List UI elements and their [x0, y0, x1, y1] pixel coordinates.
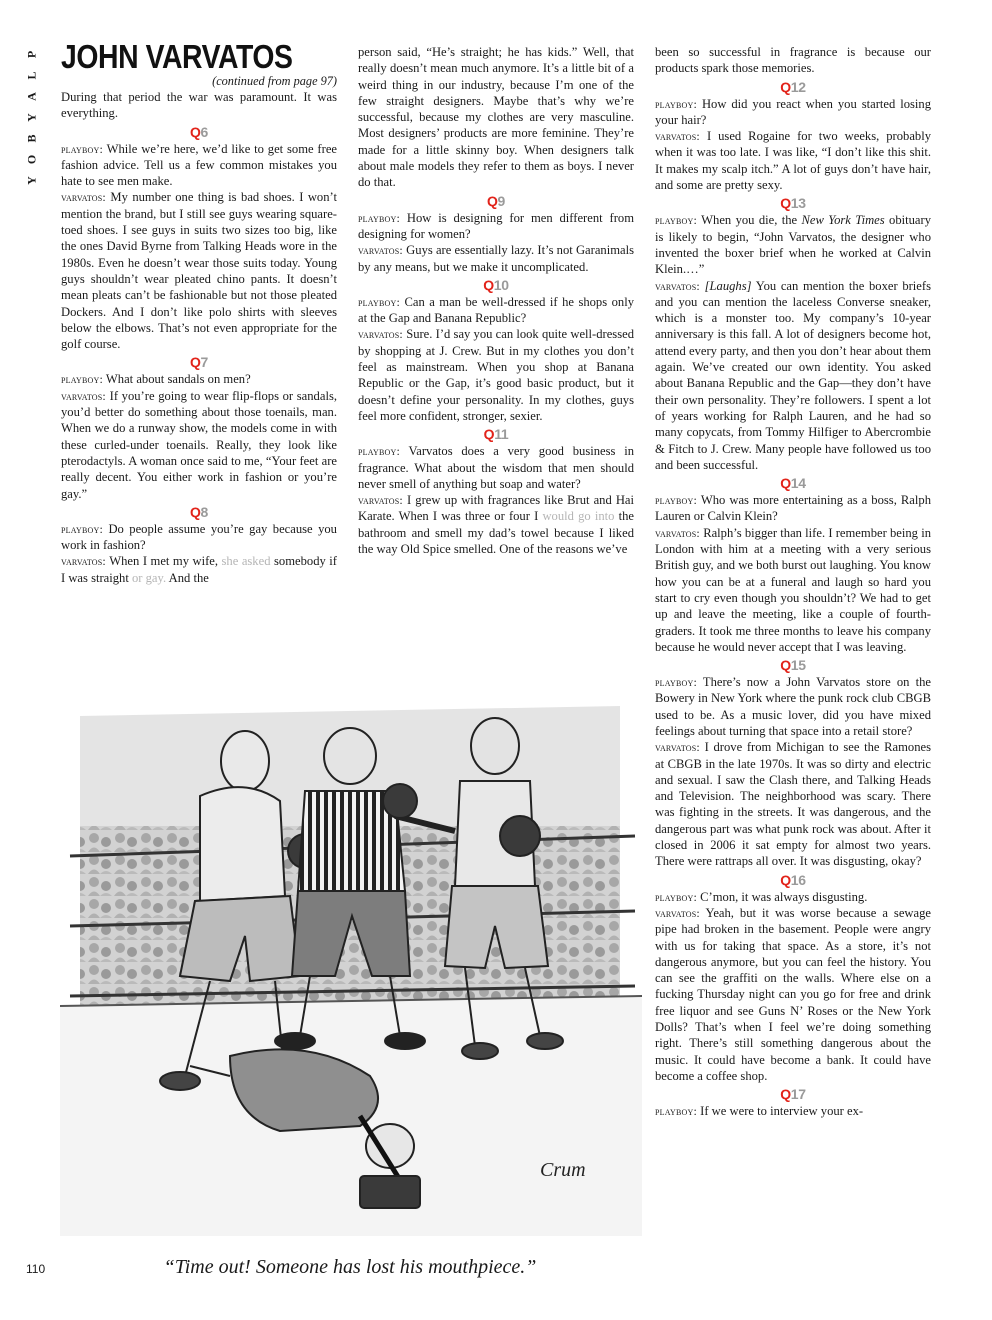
question-marker-12: Q12: [780, 78, 806, 95]
question-marker-13: Q13: [780, 195, 806, 212]
question-16: playboy: C’mon, it was always disgusting.: [655, 889, 868, 904]
question-12: playboy: How did you react when you started losing your hair?: [655, 96, 932, 127]
intro-paragraph: During that period the war was paramount. It was everything.: [61, 90, 337, 121]
article-title: JOHN VARVATOS: [61, 38, 293, 75]
question-marker-11: Q11: [483, 426, 509, 443]
answer-8: varvatos: When I met my wife, she asked somebody if I was straight or gay. And the: [61, 554, 337, 585]
answer-10: varvatos: Sure. I’d say you can look quite well-dressed by shopping at J. Crew. But in my clothes you don’t feel as mainstream. When you shop at Banana Republic or the Gap, it’s good basic product, but it doesn’t define your personality. In my clothes, guys feel more confident, stronger, sexier.: [358, 327, 634, 423]
question-marker-9: Q9: [486, 192, 506, 209]
boxing-cartoon-illustration: [60, 676, 642, 1236]
question-9: playboy: How is designing for men different from designing for women?: [358, 210, 634, 241]
question-marker-7: Q7: [189, 354, 209, 371]
masthead-letter: Y: [24, 176, 39, 185]
masthead-letter: Y: [24, 113, 39, 122]
masthead-letter: L: [24, 71, 39, 80]
question-marker-15: Q15: [780, 657, 806, 674]
question-15: playboy: There’s now a John Varvatos store on the Bowery in New York where the punk rock club CBGB used to be. As a music lover, did you have mixed feelings about turning that space into a retail store?: [655, 675, 932, 738]
masthead-letter: A: [24, 92, 39, 101]
question-8: playboy: Do people assume you’re gay because you work in fashion?: [61, 521, 337, 553]
question-marker-16: Q16: [780, 871, 806, 888]
question-6: playboy: While we’re here, we’d like to get some free fashion advice. Tell us a few common mistakes you hate to see men make.: [61, 141, 337, 189]
question-marker-17: Q17: [780, 1086, 806, 1103]
column-1: [61, 40, 337, 586]
column-3: [655, 44, 931, 1120]
answer-7: varvatos: If you’re going to wear flip-flops or sandals, you’d better do something about those toenails, man. When we do a runway show, the models come in with these curled-under toenails. Really, they look like pterodactyls. A woman once said to me, “Your feet are really decent. You either work in fashion or you’re gay.”: [61, 388, 337, 501]
answer-16: varvatos: Yeah, but it was worse because a sewage pipe had broken in the basement. People were angry with us for taking that space. As a store, it’s not dangerous anymore, but you can feel the history. You can see the graffiti on the walls. Where else on a fucking Thursday night can you go for free and drink free liquor and see Guns N’ Roses or the New York Dolls? That’s when I feel we’re doing something right. There’s still something dangerous about the music. It could have become a bank. It could have become a coffee shop.: [655, 905, 931, 1083]
magazine-vertical-title: [20, 44, 44, 191]
continued-paragraph: person said, “He’s straight; he has kids.” Well, that really doesn’t mean much anymore. It’s a little bit of a weird thing in our industry, because I’m one of the few straight designers. Maybe that’s why we’re successful, because my clothes are very masculine. Most designers’ products are more feminine. They’re made for a little skinny boy. When designers talk about male models they refer to them as boys. I never do that.: [358, 45, 634, 190]
question-10: playboy: Can a man be well-dressed if he shops only at the Gap and Banana Republic?: [358, 294, 634, 326]
question-17: playboy: If we were to interview your ex-: [655, 1104, 864, 1119]
question-marker-8: Q8: [189, 503, 209, 520]
answer-6: varvatos: My number one thing is bad shoes. I won’t mention the brand, but I still see guys wearing square-toed shoes. I see guys in suits two sizes too big, like the ones David Byrne from Talking Heads wore in the 1980s. Even he doesn’t wear those suits today. Young guys shouldn’t wear pleated chino pants. It doesn’t mean pleats can’t be fashionable but not those pleated Dockers. And I don’t like polo shirts with sleeves below the elbows. That’s not even appropriate for the golf course.: [61, 190, 337, 352]
question-marker-10: Q10: [483, 276, 509, 293]
continued-note: (continued from page 97): [212, 74, 337, 88]
question-13: playboy: When you die, the New York Times obituary is likely to begin, “John Varvatos, the designer who invented the boxer brief when he worked at Calvin Klein.…”: [655, 213, 931, 277]
answer-13: varvatos: [Laughs] You can mention the boxer briefs and you can mention the laceless Converse sneaker, which is a monster too. My company’s 10-year anniversary is this fall. A lot of designers become hot, attend every party, and then you don’t hear about them again. We’ve created our own identity. You asked about Banana Republic and the Gap—they don’t have their own personality. They’re followers. I spent a lot of years working for Ralph Lauren, and he had so many copycats, from Tommy Hilfiger to Abercrombie & Fitch to J. Crew. Many people have followed us too and been successful.: [655, 278, 931, 472]
cartoon-caption: “Time out! Someone has lost his mouthpiece.”: [163, 1256, 537, 1278]
page-number: 110: [26, 1262, 46, 1276]
column-2: [358, 44, 634, 557]
masthead-letter: P: [24, 50, 39, 59]
continued-paragraph: been so successful in fragrance is because our products spark those memories.: [655, 45, 931, 76]
question-marker-6: Q6: [189, 123, 209, 140]
masthead-letter: B: [24, 134, 39, 143]
question-marker-14: Q14: [780, 475, 806, 492]
answer-11: varvatos: I grew up with fragrances like Brut and Hai Karate. When I was three or four I would go into the bathroom and smell my dad’s towel because I liked the way Old Spice smelled. One of the reasons we’ve: [358, 493, 634, 557]
question-11: playboy: Varvatos does a very good business in fragrance. What about the wisdom that men should never smell of anything but soap and water?: [358, 444, 634, 491]
answer-14: varvatos: Ralph’s bigger than life. I remember being in London with him at a meeting with a very serious British guy, and we both burst out laughing. You know how you can be at a funeral and laugh so hard you start to cry even though you shouldn’t? We had to get up and leave the meeting, like a couple of fourth-graders. It took me three months to leave his company because he would never accept that I was leaving.: [655, 525, 931, 654]
question-7: playboy: What about sandals on men?: [61, 372, 251, 387]
answer-9: varvatos: Guys are essentially lazy. It’s not Garanimals by any means, but we make it uncomplicated.: [358, 243, 634, 274]
masthead-letter: O: [24, 154, 39, 165]
answer-12: varvatos: I used Rogaine for two weeks, probably when it was too late. I was like, “I don’t like this shit. It makes my scalp itch.” A lot of guys don’t have hair, and some are pretty sexy.: [655, 129, 931, 193]
artist-signature: Crum: [540, 1159, 586, 1181]
answer-15: varvatos: I drove from Michigan to see the Ramones at CBGB in the late 1970s. It was so dirty and electric and sexual. I saw the Clash there, and Talking Heads and Television. The neighborhood was scary. There was fighting in the streets. It was dangerous, and the dangerous part was what punk rock was about. After it closed in 2006 it sat empty for almost two years. There were rattraps all over. It was disgusting, okay?: [655, 740, 931, 869]
question-14: playboy: Who was more entertaining as a boss, Ralph Lauren or Calvin Klein?: [655, 493, 931, 524]
